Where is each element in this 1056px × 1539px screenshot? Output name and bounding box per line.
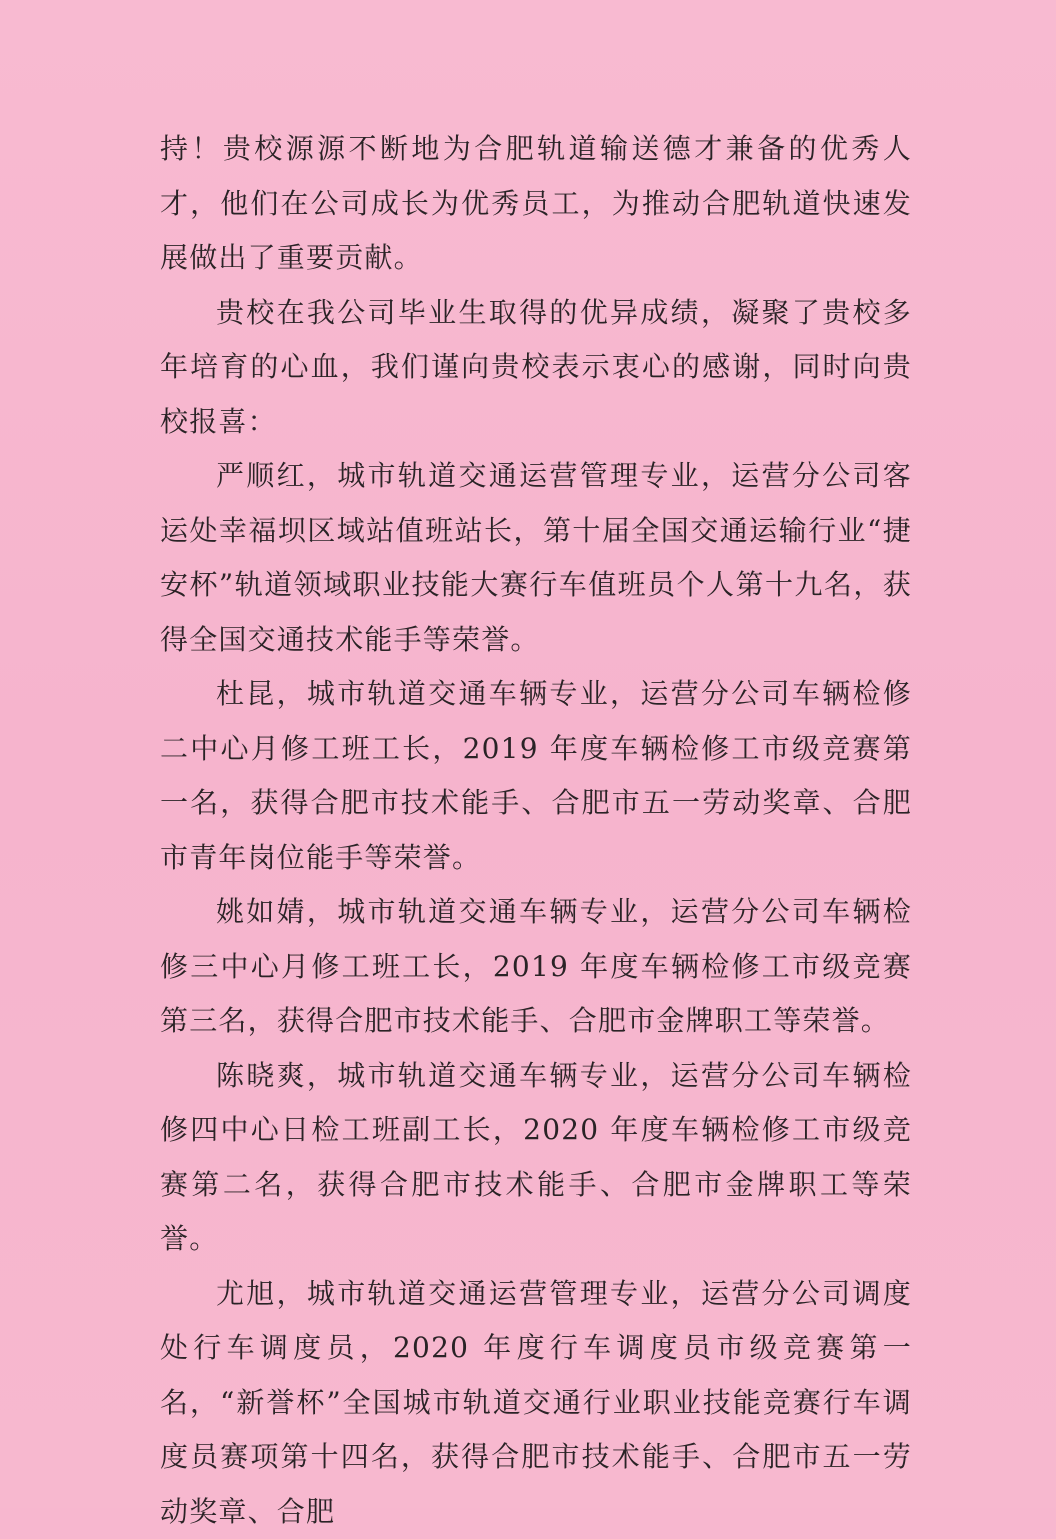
- paragraph-honoree-yao-rujing: 姚如婧，城市轨道交通车辆专业，运营分公司车辆检修三中心月修工班工长，2019 年度车辆检修工市级竞赛第三名，获得合肥市技术能手、合肥市金牌职工等荣誉。: [160, 885, 912, 1049]
- paragraph-thanks: 贵校在我公司毕业生取得的优异成绩，凝聚了贵校多年培育的心血，我们谨向贵校表示衷心的感谢，同时向贵校报喜：: [160, 286, 912, 450]
- paragraph-honoree-yan-shunhong: 严顺红，城市轨道交通运营管理专业，运营分公司客运处幸福坝区域站值班站长，第十届全国交通运输行业“捷安杯”轨道领域职业技能大赛行车值班员个人第十九名，获得全国交通技术能手等荣誉。: [160, 449, 912, 667]
- paragraph-continuation: 持！贵校源源不断地为合肥轨道输送德才兼备的优秀人才，他们在公司成长为优秀员工，为推动合肥轨道快速发展做出了重要贡献。: [160, 122, 912, 286]
- paragraph-honoree-chen-xiaoshuang: 陈晓爽，城市轨道交通车辆专业，运营分公司车辆检修四中心日检工班副工长，2020 年度车辆检修工市级竞赛第二名，获得合肥市技术能手、合肥市金牌职工等荣誉。: [160, 1049, 912, 1267]
- paragraph-honoree-du-kun: 杜昆，城市轨道交通车辆专业，运营分公司车辆检修二中心月修工班工长，2019 年度车辆检修工市级竞赛第一名，获得合肥市技术能手、合肥市五一劳动奖章、合肥市青年岗位能手等荣誉。: [160, 667, 912, 885]
- paragraph-honoree-you-xu: 尤旭，城市轨道交通运营管理专业，运营分公司调度处行车调度员，2020 年度行车调度员市级竞赛第一名，“新誉杯”全国城市轨道交通行业职业技能竞赛行车调度员赛项第十四名，获得合肥市技术能手、合肥市五一劳动奖章、合肥: [160, 1267, 912, 1539]
- letter-body: [160, 122, 912, 1539]
